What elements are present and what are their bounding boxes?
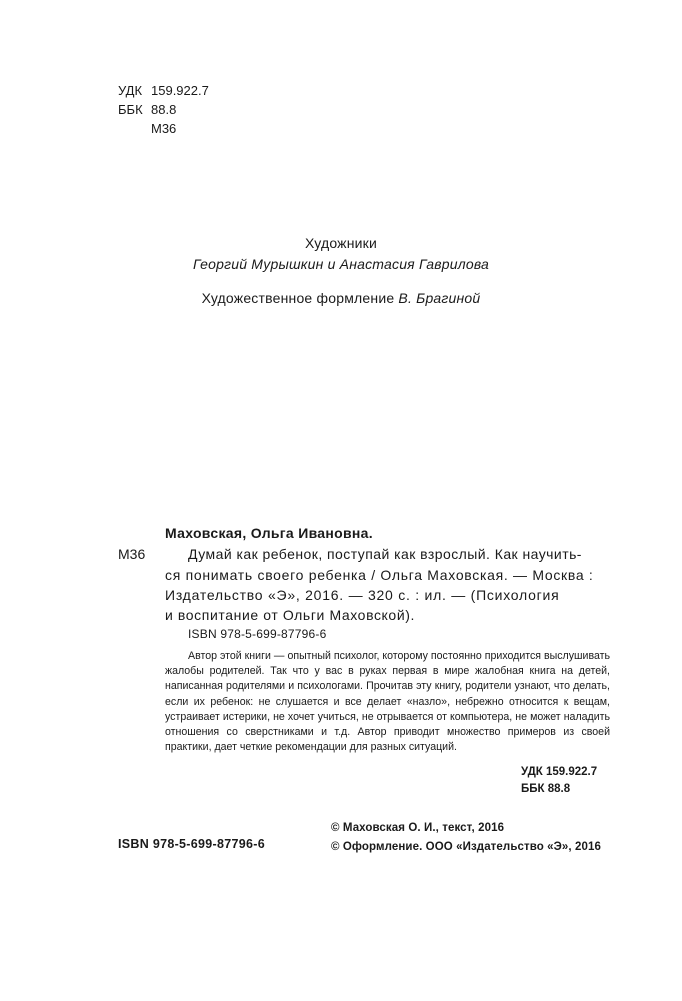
annotation-text: Автор этой книги — опытный психолог, которому постоянно приходится выслушивать жалобы родителей. Так что у вас в руках первая в мире жалобная книга на детей, написанная родителями и психологами. Прочитав эту книгу, родители узнают, что делать, если их ребенок: не слушается и все делает «назло», небрежно относится к вещам, устраивает истерики, не хочет учиться, не отрывается от компьютера, не может наладить отношения со сверстниками и т.д. Автор приводит множество примеров из своей практики, дает четкие рекомендации для разных ситуаций. (165, 650, 610, 754)
bibliographic-line-4: и воспитание от Ольги Маховской). (165, 607, 415, 623)
bbk-row (118, 100, 209, 119)
bbk-code-right: ББК 88.8 (521, 783, 571, 795)
footer-isbn: ISBN 978-5-699-87796-6 (118, 837, 265, 851)
bbk-label: ББК (118, 102, 143, 117)
classification-codes (118, 81, 209, 138)
design-label: Художественное формление (201, 290, 395, 306)
udk-value: 159.922.7 (151, 83, 209, 98)
codes-right (521, 764, 597, 798)
designer-name: В. Брагиной (398, 290, 481, 306)
bibliographic-line-2: ся понимать своего ребенка / Ольга Маховская. — Москва : (165, 567, 594, 583)
bibliographic-line-1: Думай как ребенок, поступай как взрослый. Как научить- (188, 546, 582, 562)
copyright-design: © Оформление. ООО «Издательство «Э», 2016 (331, 840, 601, 853)
design-credit (0, 290, 682, 306)
copyright-text: © Маховская О. И., текст, 2016 (331, 822, 505, 834)
artists-names: Георгий Мурышкин и Анастасия Гаврилова (192, 256, 490, 272)
udk-code-right: УДК 159.922.7 (521, 766, 598, 778)
bibliographic-author: Маховская, Ольга Ивановна. (165, 525, 373, 541)
bbk-value: 88.8 (151, 102, 177, 117)
author-mark-top: М36 (151, 121, 177, 136)
bibliographic-isbn: ISBN 978-5-699-87796-6 (188, 627, 327, 641)
bibliographic-author-mark: М36 (118, 546, 146, 562)
artists-heading: Художники (304, 235, 378, 251)
bibliographic-line-3: Издательство «Э», 2016. — 320 с. : ил. — (Психология (165, 587, 560, 603)
copyright-block (331, 819, 601, 856)
udk-label: УДК (118, 83, 143, 98)
udk-row (118, 81, 209, 100)
